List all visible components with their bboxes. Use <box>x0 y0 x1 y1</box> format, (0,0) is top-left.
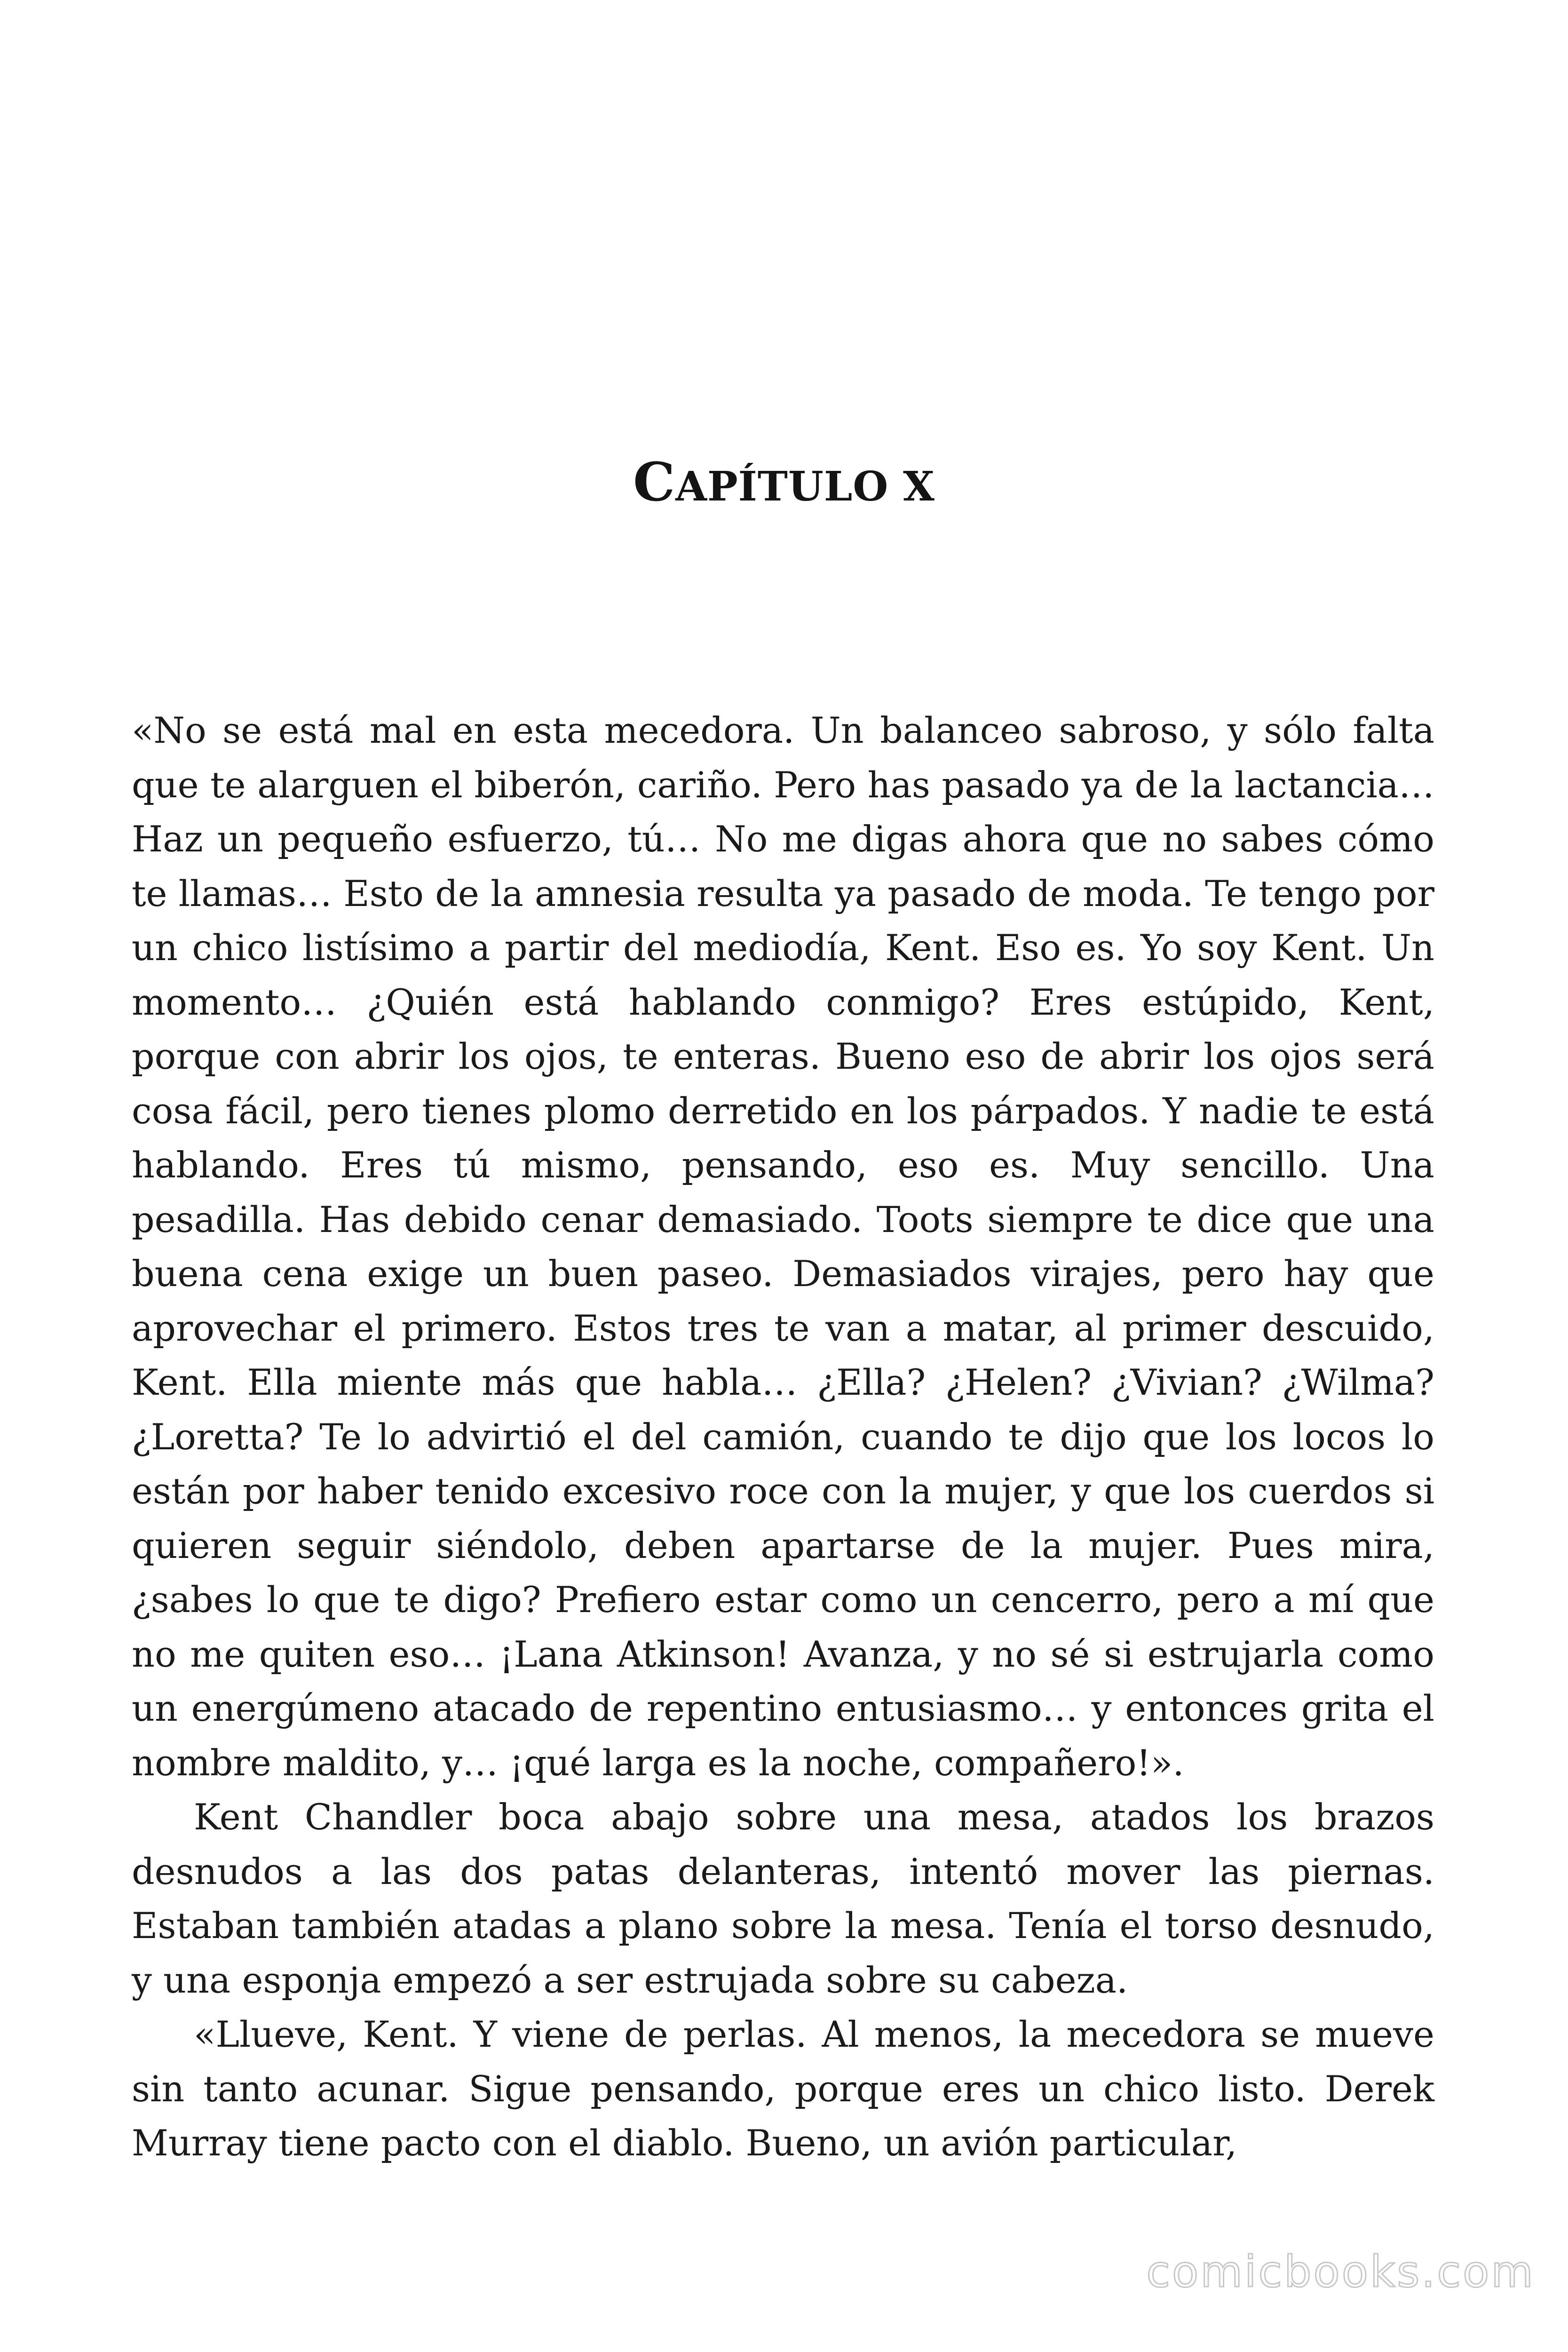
chapter-title-initial: C <box>633 452 676 513</box>
chapter-body <box>132 703 1434 2170</box>
paragraph-3: «Llueve, Kent. Y viene de perlas. Al menos, la mecedora se mueve sin tanto acunar. Sigue pensando, porque eres un chico listo. Derek Murray tiene pacto con el diablo. Bueno, un avión particular, <box>132 2013 1434 2164</box>
chapter-title-rest: APÍTULO X <box>675 463 935 510</box>
paragraph-1: «No se está mal en esta mecedora. Un balanceo sabroso, y sólo falta que te alarguen el biberón, cariño. Pero has pasado ya de la lactancia… Haz un pequeño esfuerzo, tú… No me digas ahora que no sabes cómo te llamas… Esto de la amnesia resulta ya pasado de moda. Te tengo por un chico listísimo a partir del mediodía, Kent. Eso es. Yo soy Kent. Un momento… ¿Quién está hablando conmigo? Eres estúpido, Kent, porque con abrir los ojos, te enteras. Bueno eso de abrir los ojos será cosa fácil, pero tienes plomo derretido en los párpados. Y nadie te está hablando. Eres tú mismo, pensando, eso es. Muy sencillo. Una pesadilla. Has debido cenar demasiado. Toots siempre te dice que una buena cena exige un buen paseo. Demasiados virajes, pero hay que aprovechar el primero. Estos tres te van a matar, al primer descuido, Kent. Ella miente más que habla… ¿Ella? ¿Helen? ¿Vivian? ¿Wilma? ¿Loretta? Te lo advirtió el del camión, cuando te dijo que los locos lo están por haber tenido excesivo roce con la mujer, y que los cuerdos si quieren seguir siéndolo, deben apartarse de la mujer. Pues mira, ¿sabes lo que te digo? Prefiero estar como un cencerro, pero a mí que no me quiten eso… ¡Lana Atkinson! Avanza, y no sé si estrujarla como un energúmeno atacado de repentino entusiasmo… y entonces grita el nombre maldito, y… ¡qué larga es la noche, compañero!». <box>132 709 1434 1784</box>
watermark-text: comicbooks.com <box>1146 2247 1535 2297</box>
paragraph-2: Kent Chandler boca abajo sobre una mesa, atados los brazos desnudos a las dos patas delanteras, intentó mover las piernas. Estaban también atadas a plano sobre la mesa. Tenía el torso desnudo, y una esponja empezó a ser estrujada sobre su cabeza. <box>132 1796 1434 2001</box>
chapter-title <box>0 452 1568 513</box>
